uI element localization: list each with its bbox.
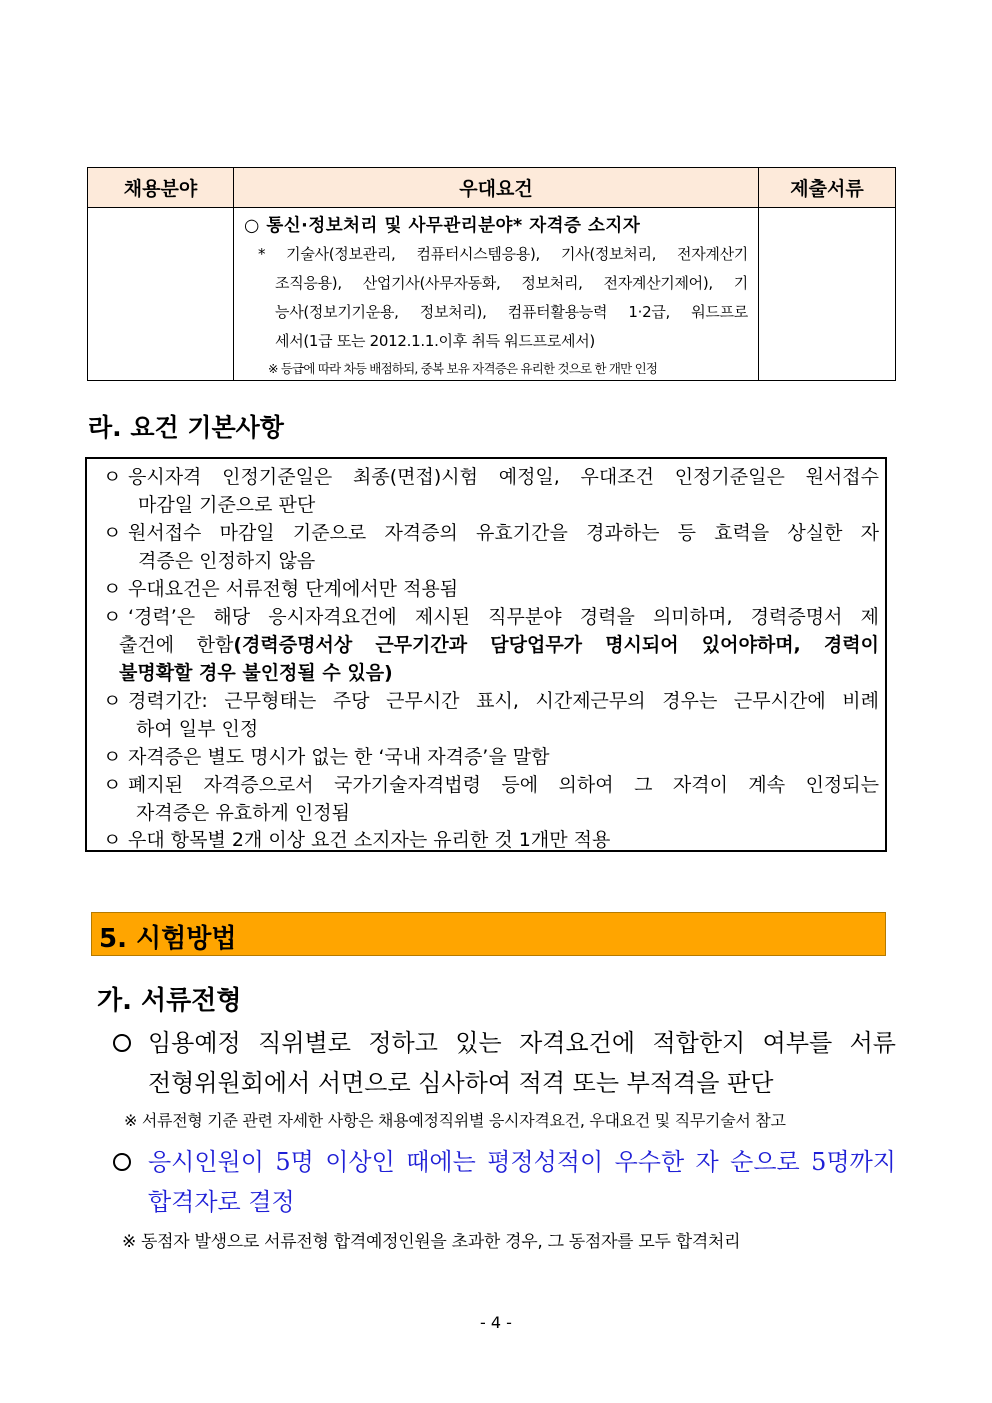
bullet: ㅇ — [103, 522, 122, 544]
item-text: 폐지된 자격증으로서 국가기술자격법령 등에 의하여 그 자격이 계속 인정되는 — [128, 774, 879, 796]
list-item-cont: 자격증은 유효하게 인정됨 — [136, 802, 350, 824]
list-item-cont: 격증은 인정하지 않음 — [138, 550, 316, 572]
circle-bullet-icon — [113, 1153, 131, 1171]
item-text: 자격증은 별도 명시가 없는 한 ‘국내 자격증’을 말함 — [128, 746, 550, 768]
p2-line: 합격자로 결정 — [148, 1188, 295, 1216]
preference-table — [87, 167, 896, 381]
list-item-cont: 마감일 기준으로 판단 — [138, 494, 316, 516]
header-field: 채용분야 — [88, 168, 234, 208]
item-text: 경력기간: 근무형태는 주당 근무시간 표시, 시간제근무의 경우는 근무시간에 비례 — [128, 690, 879, 712]
cell-requirements — [234, 208, 759, 381]
item-text: 우대요건은 서류전형 단계에서만 적용됨 — [128, 578, 459, 600]
list-item — [103, 574, 879, 601]
cell-documents — [759, 208, 896, 381]
note-1: ※ 서류전형 기준 관련 자세한 사항은 채용예정직위별 응시자격요건, 우대요건 및 직무기술서 참고 — [124, 1111, 786, 1130]
list-item — [103, 770, 879, 797]
bullet: ㅇ — [103, 466, 122, 488]
p1-line: 전형위원회에서 서면으로 심사하여 적격 또는 부적격을 판단 — [148, 1069, 774, 1097]
header-documents: 제출서류 — [759, 168, 896, 208]
section-5-title: 5. 시험방법 — [99, 924, 237, 954]
p1-line: 임용예정 직위별로 정하고 있는 자격요건에 적합한지 여부를 서류 — [148, 1029, 896, 1057]
list-item — [103, 825, 879, 852]
section-5-banner — [91, 912, 886, 956]
header-requirements: 우대요건 — [234, 168, 759, 208]
list-item-cont: 불명확할 경우 불인정될 수 있음) — [119, 662, 393, 684]
item-text: ‘경력’은 해당 응시자격요건에 제시된 직무분야 경력을 의미하며, 경력증명서 제 — [128, 606, 879, 628]
bullet: ㅇ — [103, 829, 122, 851]
item-text: 원서접수 마감일 기준으로 자격증의 유효기간을 경과하는 등 효력을 상실한 자 — [128, 522, 879, 544]
section-ga-title: 가. 서류전형 — [97, 986, 242, 1016]
detail-line: 세서(1급 또는 2012.1.1.이후 취득 워드프로세서) — [275, 332, 595, 350]
list-item — [103, 602, 879, 629]
list-item-cont: 하여 일부 인정 — [136, 718, 259, 740]
item-text-bold: (경력증명서상 근무기간과 담당업무가 명시되어 있어야하며, 경력이 — [233, 634, 879, 656]
circle-bullet-icon — [113, 1034, 131, 1052]
bullet: ㅇ — [103, 746, 122, 768]
basic-requirements-box — [85, 457, 887, 852]
list-item — [103, 686, 879, 713]
detail-line: 능사(정보기기운용, 정보처리), 컴퓨터활용능력 1·2급, 워드프로 — [275, 303, 748, 321]
list-item — [103, 462, 879, 489]
page-number: - 4 - — [480, 1313, 512, 1332]
bullet: ㅇ — [103, 606, 122, 628]
p2-line: 응시인원이 5명 이상인 때에는 평정성적이 우수한 자 순으로 5명까지 — [148, 1148, 896, 1176]
cell-field — [88, 208, 234, 381]
item-text: 출건에 한함 — [119, 634, 234, 656]
bullet: ㅇ — [103, 690, 122, 712]
detail-line: * 기술사(정보관리, 컴퓨터시스템응용), 기사(정보처리, 전자계산기 — [258, 245, 748, 263]
section-ra-title: 라. 요건 기본사항 — [88, 413, 284, 442]
list-item-cont — [103, 630, 879, 657]
note-2: ※ 동점자 발생으로 서류전형 합격예정인원을 초과한 경우, 그 동점자를 모두 합격처리 — [122, 1232, 741, 1252]
requirement-note: ※ 등급에 따라 차등 배점하되, 중복 보유 자격증은 유리한 것으로 한 개만 인정 — [268, 361, 658, 376]
bullet: ㅇ — [103, 774, 122, 796]
main-requirement: ○ 통신·정보처리 및 사무관리분야* 자격증 소지자 — [244, 216, 641, 236]
list-item — [103, 518, 879, 545]
detail-line: 조직응용), 산업기사(사무자동화, 정보처리, 전자계산기제어), 기 — [275, 274, 748, 292]
item-text: 응시자격 인정기준일은 최종(면접)시험 예정일, 우대조건 인정기준일은 원서접수 — [128, 466, 879, 488]
bullet: ㅇ — [103, 578, 122, 600]
list-item — [103, 742, 879, 769]
requirement-detail — [258, 240, 748, 356]
item-text: 우대 항목별 2개 이상 요건 소지자는 유리한 것 1개만 적용 — [128, 829, 611, 851]
